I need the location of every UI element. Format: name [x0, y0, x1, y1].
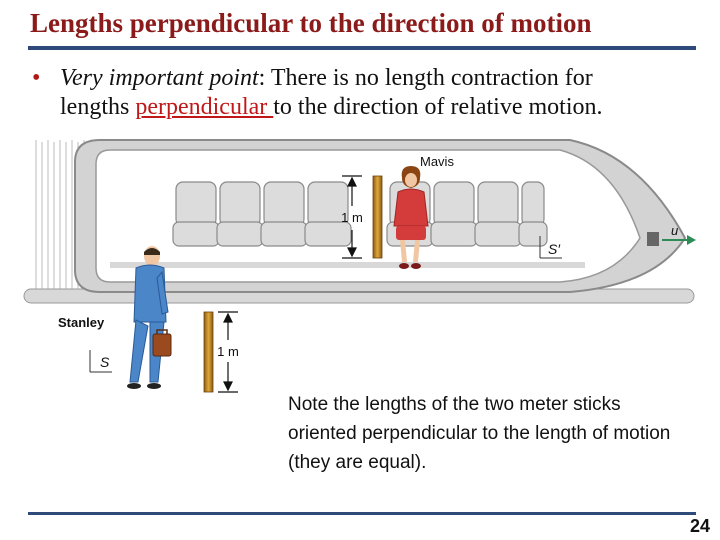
bullet-line-1: [60, 64, 712, 93]
observer-label: Stanley: [58, 315, 105, 330]
note-text: Note the lengths of the two meter sticks oriented perpendicular to the length of motion (they are equal).: [288, 394, 671, 473]
slide-title: Lengths perpendicular to the direction of motion: [30, 8, 592, 38]
bullet-line-2: [60, 93, 712, 122]
bullet-text-2a: lengths: [60, 94, 136, 120]
ground-meter-stick: [204, 312, 213, 392]
passenger-label: Mavis: [420, 154, 454, 169]
briefcase-icon: [153, 330, 171, 356]
page-number: 24: [690, 516, 711, 536]
ground-stick-label: 1 m: [217, 344, 239, 359]
train-frame-label: S′: [548, 241, 560, 257]
velocity-label: u: [671, 223, 679, 238]
train-stick-label: 1 m: [341, 210, 363, 225]
highlight-perpendicular: perpendicular: [135, 94, 274, 120]
bullet-marker: •: [32, 65, 41, 91]
bullet-text-1: : There is no length contraction for: [258, 65, 593, 91]
bullet-text-2b: to the direction of relative motion.: [273, 94, 603, 120]
footer-divider: [28, 512, 696, 515]
meter-stick-icon: [373, 176, 382, 258]
bullet-emphasis: Very important point: [60, 65, 259, 91]
ground-frame-label: S: [100, 354, 110, 370]
bullet-point: [32, 64, 712, 122]
title-divider: [28, 46, 696, 50]
relativity-figure: [0, 130, 720, 400]
